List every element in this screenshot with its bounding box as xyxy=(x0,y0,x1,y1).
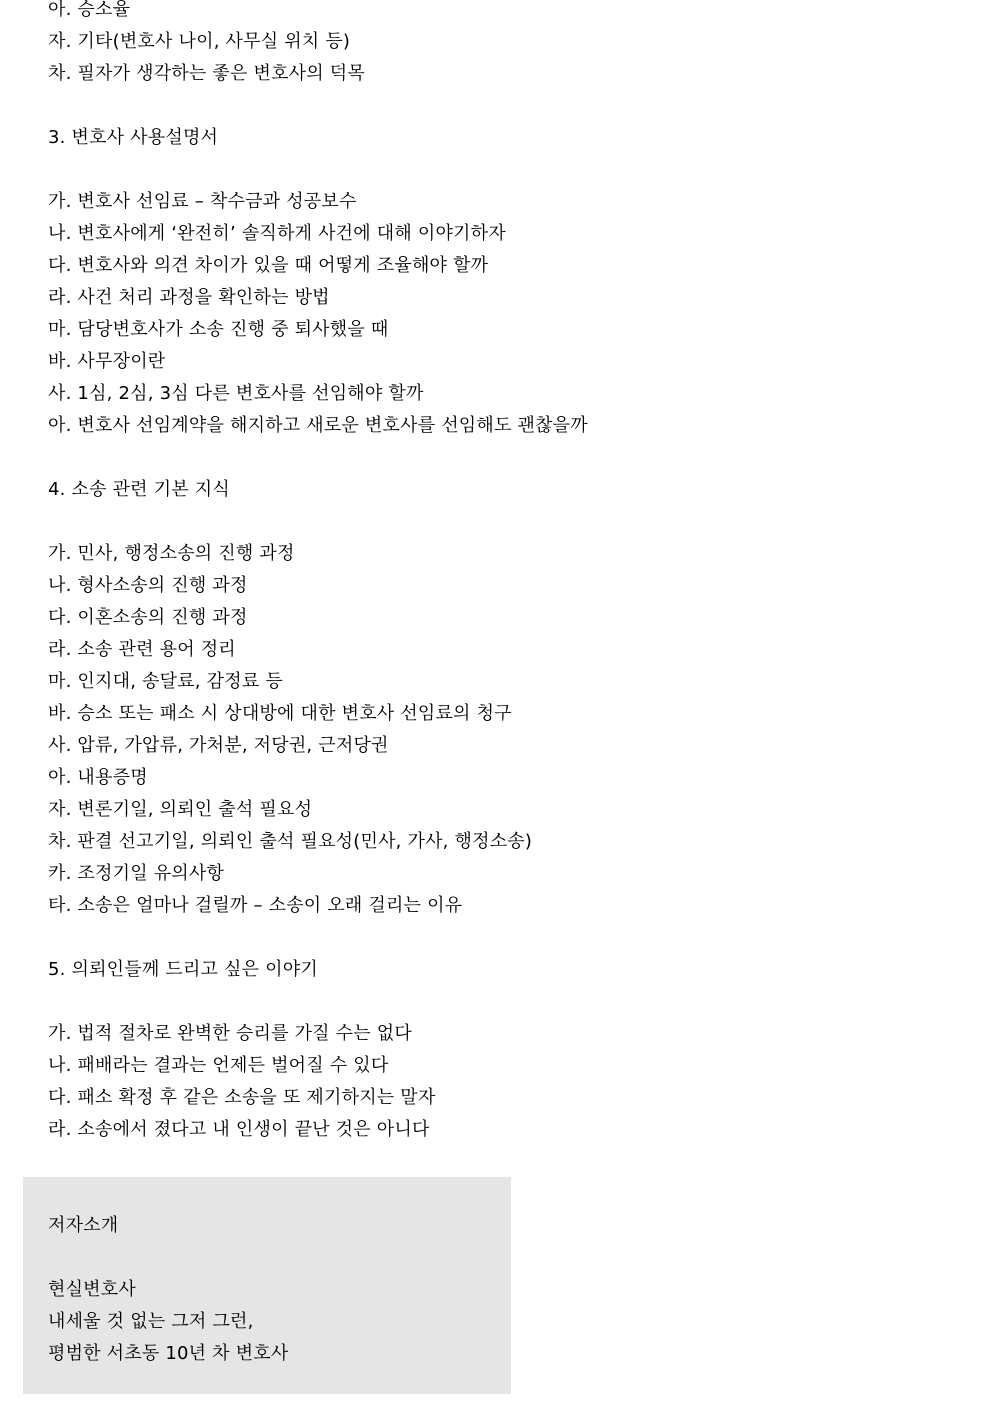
toc-item: 자. 기타(변호사 나이, 사무실 위치 등) xyxy=(48,31,351,52)
toc-item: 마. 인지대, 송달료, 감정료 등 xyxy=(48,671,283,692)
toc-item: 나. 변호사에게 ‘완전히’ 솔직하게 사건에 대해 이야기하자 xyxy=(48,223,506,244)
toc-item: 라. 소송 관련 용어 정리 xyxy=(48,639,236,660)
toc-item: 다. 변호사와 의견 차이가 있을 때 어떻게 조율해야 할까 xyxy=(48,255,489,276)
toc-item: 가. 법적 절차로 완벽한 승리를 가질 수는 없다 xyxy=(48,1023,412,1044)
toc-item: 사. 압류, 가압류, 가처분, 저당권, 근저당권 xyxy=(48,735,389,756)
toc-item: 사. 1심, 2심, 3심 다른 변호사를 선임해야 할까 xyxy=(48,383,424,404)
toc-item: 아. 승소율 xyxy=(48,0,131,20)
toc-item: 마. 담당변호사가 소송 진행 중 퇴사했을 때 xyxy=(48,319,389,340)
author-name: 현실변호사 xyxy=(48,1279,136,1300)
toc-item: 카. 조정기일 유의사항 xyxy=(48,863,225,884)
author-description: 평범한 서초동 10년 차 변호사 xyxy=(48,1343,289,1364)
toc-item: 나. 패배라는 결과는 언제든 벌어질 수 있다 xyxy=(48,1055,389,1076)
section-title-3: 3. 변호사 사용설명서 xyxy=(48,127,219,148)
author-intro-box xyxy=(23,1177,511,1394)
toc-item: 라. 사건 처리 과정을 확인하는 방법 xyxy=(48,287,330,308)
toc-item: 가. 변호사 선임료 – 착수금과 성공보수 xyxy=(48,191,357,212)
toc-item: 다. 패소 확정 후 같은 소송을 또 제기하지는 말자 xyxy=(48,1087,436,1108)
toc-item: 바. 사무장이란 xyxy=(48,351,166,372)
author-heading: 저자소개 xyxy=(48,1215,119,1236)
toc-item: 차. 필자가 생각하는 좋은 변호사의 덕목 xyxy=(48,63,365,84)
section-title-5: 5. 의뢰인들께 드리고 싶은 이야기 xyxy=(48,959,318,980)
toc-item: 가. 민사, 행정소송의 진행 과정 xyxy=(48,543,295,564)
toc-item: 라. 소송에서 졌다고 내 인생이 끝난 것은 아니다 xyxy=(48,1119,430,1140)
toc-item: 아. 내용증명 xyxy=(48,767,148,788)
section-title-4: 4. 소송 관련 기본 지식 xyxy=(48,479,230,500)
toc-item: 다. 이혼소송의 진행 과정 xyxy=(48,607,248,628)
toc-item: 타. 소송은 얼마나 걸릴까 – 소송이 오래 걸리는 이유 xyxy=(48,895,463,916)
toc-item: 자. 변론기일, 의뢰인 출석 필요성 xyxy=(48,799,313,820)
toc-item: 차. 판결 선고기일, 의뢰인 출석 필요성(민사, 가사, 행정소송) xyxy=(48,831,533,852)
toc-item: 나. 형사소송의 진행 과정 xyxy=(48,575,248,596)
toc-item: 바. 승소 또는 패소 시 상대방에 대한 변호사 선임료의 청구 xyxy=(48,703,512,724)
toc-item: 아. 변호사 선임계약을 해지하고 새로운 변호사를 선임해도 괜찮을까 xyxy=(48,415,588,436)
author-description: 내세울 것 없는 그저 그런, xyxy=(48,1311,254,1332)
